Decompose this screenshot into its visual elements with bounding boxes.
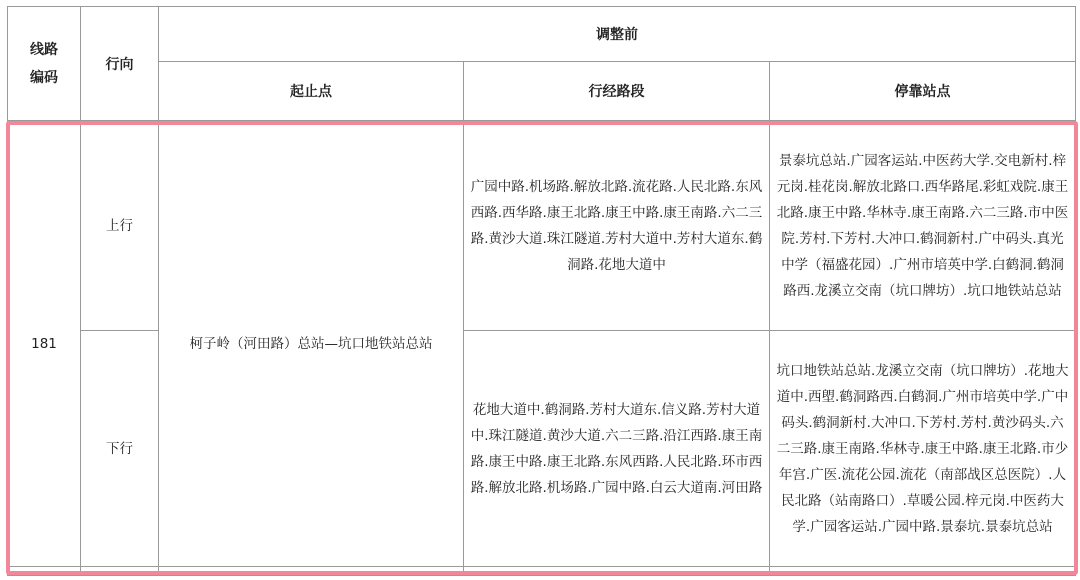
header-direction: 行向 [81,7,159,121]
segments-up: 广园中路.机场路.解放北路.流花路.人民北路.东风西路.西华路.康王北路.康王中路.康王南路.六二三路.黄沙大道.珠江隧道.芳村大道中.芳村大道东.鹤洞路.花地大道中 [464,121,770,331]
stops-down: 坑口地铁站总站.龙溪立交南（坑口牌坊）.花地大道中.西塱.鹤洞路西.白鹤洞.广州市培英中学.广中码头.鹤洞新村.大冲口.下芳村.芳村.黄沙码头.六二三路.康王南路.华林寺.康王中路.康王北路.市少年宫.广医.流花公园.流花（南部战区总医院）.人民北路（站南路口）.草暖公园.梓元岗.中医药大学.广园客运站.广园中路.景泰坑.景泰坑总站 [770,331,1076,567]
header-endpoints: 起止点 [159,62,464,121]
header-route-segments: 行经路段 [464,62,770,121]
route-adjustment-table [7,6,1076,576]
header-stops: 停靠站点 [770,62,1076,121]
route-endpoints: 柯子岭（河田路）总站—坑口地铁站总站 [159,121,464,567]
direction-up: 上行 [81,121,159,331]
table-row-up [8,121,1076,331]
direction-down: 下行 [81,331,159,567]
stops-up: 景泰坑总站.广园客运站.中医药大学.交电新村.梓元岗.桂花岗.解放北路口.西华路尾.彩虹戏院.康王北路.康王中路.华林寺.康王南路.六二三路.市中医院.芳村.下芳村.大冲口.鹤洞新村.广中码头.真光中学（福盛花园）.广州市培英中学.白鹤洞.鹤洞路西.龙溪立交南（坑口牌坊）.坑口地铁站总站 [770,121,1076,331]
header-before-adjustment: 调整前 [159,7,1076,62]
header-line-code: 线路 编码 [8,7,81,121]
table-row-continuation [8,567,1076,576]
segments-down: 花地大道中.鹤洞路.芳村大道东.信义路.芳村大道中.珠江隧道.黄沙大道.六二三路.沿江西路.康王南路.康王中路.康王北路.东风西路.人民北路.环市西路.解放北路.机场路.广园中路.白云大道南.河田路 [464,331,770,567]
route-code: 181 [8,121,81,567]
